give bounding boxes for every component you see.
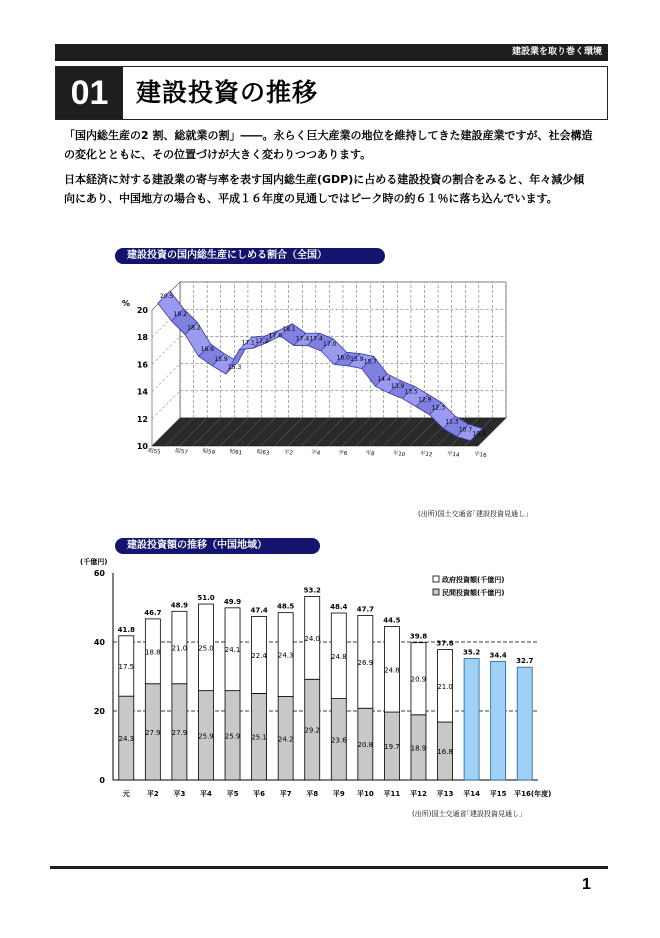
label-public: 24.8	[384, 666, 400, 675]
x-tick-label: 平4	[200, 790, 212, 798]
x-tick-label: 元	[122, 790, 130, 798]
data-label: 19.2	[173, 310, 187, 318]
x-tick-label: 平13	[436, 790, 454, 798]
label-total: 47.4	[250, 606, 268, 615]
page-number: 1	[582, 876, 591, 893]
label-public: 17.5	[118, 662, 135, 671]
label-total: 39.8	[409, 632, 428, 641]
data-label: 18.2	[187, 324, 201, 332]
data-label: 17.0	[323, 340, 337, 348]
x-tick-label: 平16	[473, 451, 487, 460]
footer-rule	[50, 866, 608, 869]
x-tick-label: 平2	[146, 790, 159, 798]
x-tick-label: 昭59	[202, 448, 216, 457]
data-label: 17.4	[295, 335, 310, 343]
data-label: 17.4	[309, 335, 323, 343]
label-total: 48.9	[170, 601, 189, 610]
y-tick-label: 18	[136, 333, 148, 343]
legend-label-private: 民間投資額(千億円)	[442, 589, 505, 597]
y-tick-label: 12	[136, 414, 148, 424]
label-public: 24.3	[277, 651, 294, 660]
x-tick-label: 平7	[279, 790, 292, 798]
page-title: 建設投資の推移	[136, 78, 319, 107]
label-total: 34.4	[489, 651, 507, 660]
label-private: 24.3	[118, 735, 135, 744]
label-total: 41.8	[117, 625, 135, 634]
label-public: 18.8	[145, 648, 161, 657]
data-label: 10.4	[472, 430, 486, 438]
label-public: 20.9	[410, 675, 427, 684]
label-private: 20.8	[357, 741, 374, 750]
label-public: 22.4	[251, 651, 267, 660]
gdp-share-chart	[0, 272, 660, 532]
label-private: 25.1	[251, 733, 267, 742]
label-total: 44.5	[383, 616, 401, 625]
y-tick-label: 14	[136, 387, 148, 397]
data-label: 13.9	[390, 382, 405, 390]
title-box	[55, 66, 608, 120]
bar-forecast	[464, 659, 479, 780]
x-tick-label: 平9	[332, 790, 345, 798]
label-total: 53.2	[303, 586, 321, 595]
x-tick-label: 平11	[383, 790, 401, 798]
data-label: 14.4	[377, 376, 391, 384]
data-label: 15.7	[363, 358, 378, 366]
data-label: 20.5	[160, 293, 174, 301]
chart1-heading: 建設投資の国内総生産にしめる割合（全国）	[115, 248, 385, 264]
y-axis-label: %	[122, 299, 131, 308]
data-label: 12.9	[418, 396, 432, 404]
intro-paragraph-2: 日本経済に対する建設業の寄与率を表す国内総生産(GDP)に占める建設投資の割合をみると、年々減少傾向にあり、中国地方の場合も、平成１６年度の見通しではピーク時の約６１％に落ち込んでいます。	[64, 173, 585, 205]
data-label: 18.1	[282, 325, 296, 333]
label-private: 27.9	[171, 728, 188, 737]
legend-swatch-private	[433, 589, 439, 595]
label-private: 18.9	[410, 744, 427, 753]
data-label: 16.0	[336, 354, 350, 362]
data-label: 15.3	[227, 363, 242, 371]
section-header-bar	[55, 44, 608, 61]
label-private: 27.9	[145, 728, 161, 737]
legend-label-public: 政府投資額(千億円)	[442, 576, 505, 584]
data-label: 15.9	[214, 355, 228, 363]
y-tick-label: 10	[136, 442, 148, 451]
y-tick-label: 60	[93, 569, 105, 578]
label-total: 48.4	[330, 603, 348, 612]
y-tick-label: 20	[136, 306, 148, 315]
label-total: 35.2	[462, 648, 481, 657]
data-label: 17.1	[241, 339, 255, 347]
data-label: 12.3	[431, 404, 446, 412]
bar-forecast	[517, 667, 532, 780]
data-label: 17.2	[255, 338, 269, 346]
chart2-heading: 建設投資額の推移（中国地域）	[115, 538, 320, 554]
label-private: 25.9	[198, 732, 214, 741]
x-tick-label: 平15	[489, 790, 507, 798]
label-private: 24.2	[277, 735, 294, 744]
data-label: 17.6	[268, 332, 283, 340]
label-public: 24.1	[224, 646, 241, 655]
label-total: 37.8	[436, 639, 454, 648]
bar-forecast	[491, 661, 506, 780]
label-total: 47.7	[356, 605, 374, 614]
x-tick-label: 平8	[365, 450, 375, 458]
label-total: 46.7	[144, 608, 162, 617]
x-tick-label: 平6	[337, 449, 348, 458]
x-tick-label: 平6	[253, 790, 266, 798]
section-number: 01	[56, 67, 123, 119]
label-private: 29.2	[304, 726, 321, 735]
x-tick-label: 平10	[356, 790, 374, 798]
label-total: 49.9	[223, 597, 242, 606]
x-tick-label: 平16(年度)	[514, 790, 552, 798]
label-private: 23.6	[330, 736, 347, 745]
intro-paragraph-1: 「国内総生産の2 割、総就業の割」――。永らく巨大産業の地位を維持してきた建設産業ですが、社会構造の変化とともに、その位置づけが大きく変わりつつあります。	[64, 129, 593, 161]
chart2-source: (出所)国土交通省｢建設投資見通し｣	[412, 810, 523, 818]
y-tick-label: 40	[93, 638, 105, 647]
x-tick-label: 平4	[310, 449, 321, 457]
x-tick-label: 昭61	[229, 448, 243, 457]
x-tick-label: 平12	[410, 790, 427, 798]
x-tick-label: 平10	[392, 450, 406, 459]
label-public: 24.8	[330, 652, 347, 661]
x-tick-label: 平14	[446, 451, 460, 459]
label-public: 21.0	[171, 644, 188, 653]
label-public: 21.0	[437, 682, 453, 691]
data-label: 15.9	[350, 355, 364, 363]
x-tick-label: 平5	[226, 790, 239, 798]
y-tick-label: 20	[93, 707, 105, 716]
label-total: 48.5	[277, 602, 295, 611]
section-label: 建設業を取り巻く環境	[511, 47, 602, 57]
y-tick-label: 16	[136, 360, 148, 370]
label-private: 25.9	[224, 732, 241, 741]
legend-swatch-public	[433, 576, 439, 582]
x-tick-label: 平2	[283, 449, 294, 457]
x-tick-label: 昭63	[256, 449, 270, 457]
label-total: 32.7	[516, 657, 534, 666]
label-private: 16.8	[437, 748, 453, 757]
label-public: 26.9	[357, 658, 374, 667]
x-tick-label: 平12	[419, 450, 433, 459]
y-axis-label: (千億円)	[80, 558, 108, 566]
chart1-source: (出所)国土交通省｢建設投資見通し｣	[418, 510, 529, 518]
y-tick-label: 0	[99, 776, 105, 785]
x-tick-label: 平14	[463, 790, 480, 798]
data-label: 11.3	[445, 418, 459, 426]
x-tick-label: 平3	[173, 790, 186, 798]
x-tick-label: 平8	[306, 790, 319, 798]
data-label: 13.5	[404, 388, 418, 396]
label-private: 19.7	[384, 743, 400, 752]
x-tick-label: 昭55	[147, 448, 161, 456]
data-label: 10.7	[458, 426, 473, 434]
label-public: 25.0	[198, 644, 214, 653]
label-total: 51.0	[197, 594, 215, 603]
data-label: 16.6	[200, 346, 215, 354]
label-public: 24.0	[304, 634, 321, 643]
investment-bar-chart	[0, 556, 660, 816]
x-tick-label: 昭57	[174, 448, 189, 457]
